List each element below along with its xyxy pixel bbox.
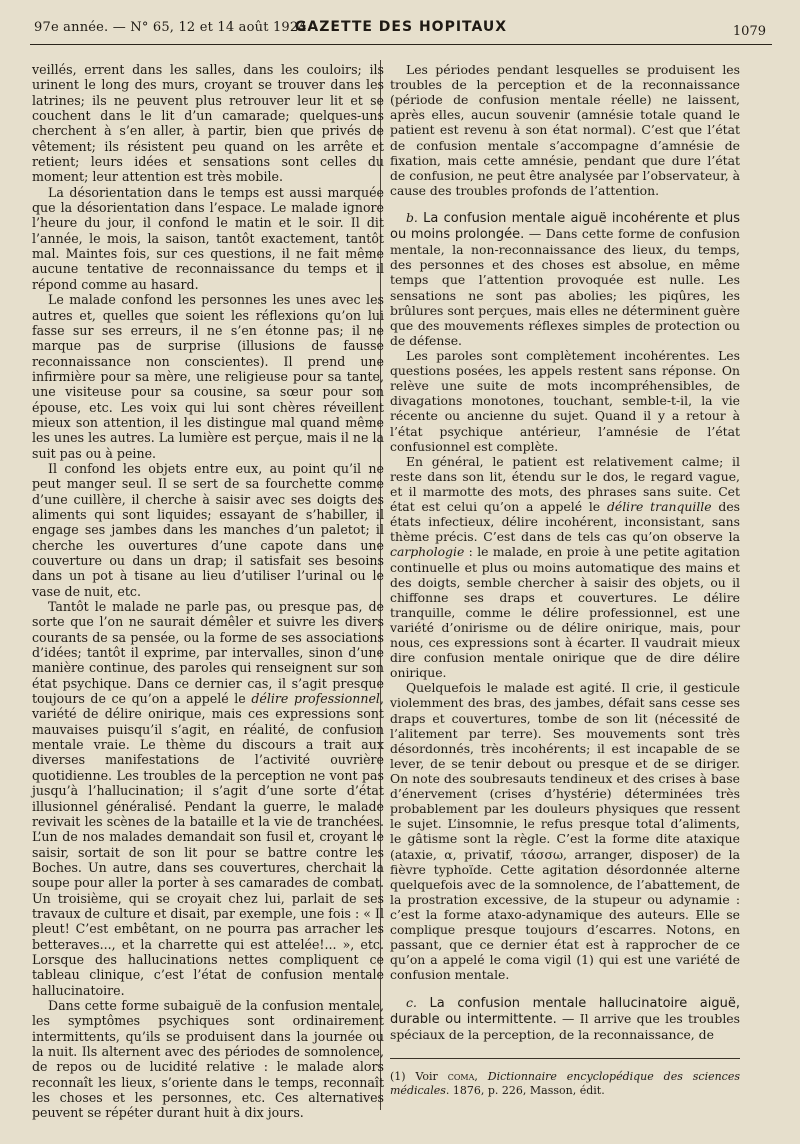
- paragraph: La désorientation dans le temps est aussi marquée que la désorientation dans l’espace. Le malade ignore l’heure du jour, il confond le matin et le soir. Il dit l’année, le mois, la saison, tantôt exactement, tantôt mal. Maintes fois, sur ces questions, il ne fait même aucune tentative de reconnaissance du temps et il répond comme au hasard.: [32, 184, 384, 292]
- page-header: [30, 16, 772, 45]
- section-heading: La confusion mentale aiguë incohérente et plus ou moins prolongée.: [390, 210, 740, 243]
- text-run: . 1876, p. 226, Masson, édit.: [445, 1084, 605, 1097]
- italic-term: délire professionnel: [251, 691, 380, 707]
- text-run: : le malade, en proie à une petite agitation continuelle et plus ou moins automatique des mains et des doigts, semble chercher à saisir des objets, ou il chiffonne ses draps et couvertures. Le délire tranquille, comme le délire professionnel, est une variété d’onirisme ou de délire onirique, mais, pour nous, ces expressions sont à écarter. Il vaudrait mieux dire confusion mentale onirique que de dire délire onirique.: [390, 544, 740, 681]
- text-run: (1) Voir: [390, 1070, 448, 1083]
- italic-term: délire tranquille: [606, 499, 712, 515]
- section-b: [390, 210, 740, 348]
- paragraph: Le malade confond les personnes les unes avec les autres et, quelles que soient les réflexions qu’on lui fasse sur ses erreurs, il ne s’en étonne pas; il ne marque pas de surprise (illusions de fausse reconnaissance non conscientes). Il prend une infirmière pour sa mère, une religieuse pour sa tante, une visiteuse pour sa cousine, sa sœur pour son épouse, etc. Les voix qui lui sont chères réveillent mieux son attention, il les distingue mal quand même les unes les autres. La lumière est perçue, mais il ne la suit pas ou à peine.: [32, 292, 384, 461]
- paragraph: Quelquefois le malade est agité. Il crie, il gesticule violemment des bras, des jambes, défait sans cesse ses draps et couvertures, tombe de son lit (nécessité de l’alitement par terre). Ses mouvements sont très désordonnés, très incohérents; il est incapable de se lever, de se tenir debout ou presque et de se diriger. On note des soubresauts tendineux et des crises à base d’énervement (crises d’hystérie) déterminées très probablement par les douleurs physiques que ressent le sujet. L’insomnie, le refus presque total d’aliments, le gâtisme sont la règle. C’est la forme dite ataxique (ataxie, α, privatif, τάσσω, arranger, disposer) de la fièvre typhoïde. Cette agitation désordonnée alterne quelquefois avec de la somnolence, de l’abattement, de la prostration excessive, de la stupeur ou adynamie : c’est la forme ataxo-adynamique des auteurs. Elle se complique presque toujours d’escarres. Notons, en passant, que ce dernier état est à rapprocher de ce qu’on a appelé le coma vigil (1) qui est une variété de confusion mentale.: [390, 680, 740, 983]
- section-c: [390, 995, 740, 1042]
- page-number: 1079: [732, 24, 766, 39]
- paragraph: Les paroles sont complètement incohérentes. Les questions posées, les appels restent sans réponse. On relève une suite de mots incompréhensibles, de divagations monotones, touchant, semble-t-il, la vie récente ou ancienne du sujet. Quand il y a retour à l’état psychique antérieur, l’amnésie de l’état confusionnel est complète.: [390, 347, 740, 454]
- paragraph: [390, 454, 740, 681]
- text-run: En général, le patient est relativement calme; il reste dans son lit, étendu sur le dos, le regard vague, et il marmotte des mots, des phrases sans suite. Cet état est celui qu’on a appelé le: [390, 453, 740, 515]
- issue-line: 97e année. — N° 65, 12 et 14 août 1924.: [34, 20, 312, 35]
- text-run: ,: [474, 1070, 488, 1083]
- left-column: [32, 62, 384, 1121]
- footnote-entry: coma: [447, 1070, 475, 1083]
- text-run: , variété de délire onirique, mais ces expressions sont mauvaises puisqu’il s’agit, en réalité, de confusion mentale vraie. Le thème du discours a trait aux diverses manifestations de l’activité ouvrière quotidienne. Les troubles de la perception ne vont pas jusqu’à l’hallucination; il s’agit d’une sorte d’état illusionnel généralisé. Pendant la guerre, le malade revivait les scènes de la bataille et la vie de tranchées. L’un de nos malades demandait son fusil et, croyant le saisir, sortait de son lit pour se battre contre les Boches. Un autre, dans ses couvertures, cherchait la soupe pour aller la porter à ses camarades de combat. Un troisième, qui se croyait chez lui, parlait de ses travaux de culture et disait, par exemple, une fois : « Il pleut! C’est embêtant, on ne pourra pas arracher les betteraves..., et la charrette qui est attelée!... », etc. Lorsque des hallucinations nettes compliquent ce tableau clinique, c’est l’état de confusion mentale hallucinatoire.: [32, 691, 384, 998]
- footnote-rule: [390, 1058, 740, 1059]
- paragraph: veillés, errent dans les salles, dans les couloirs; ils urinent le long des murs, croyant se trouver dans les latrines; ils ne peuvent plus retrouver leur lit et se couchent dans le lit d’un camarade; quelques-uns cherchent à s’en aller, à partir, bien que privés de vêtement; ils résistent peu quand on les arrête et retient; leurs idées et sensations sont celles du moment; leur attention est très mobile.: [32, 62, 384, 185]
- text-run: — Dans cette forme de confusion mentale, la non-reconnaissance des lieux, du temps, des personnes et des choses est absolue, en même temps que l’attention provoquée est nulle. Les sensations ne sont pas abolies; les piqûres, les brûlures sont perçues, mais elles ne déterminent guère que des mouvements réflexes simples de protection ou de défense.: [390, 226, 740, 348]
- journal-title: GAZETTE DES HOPITAUX: [294, 19, 508, 35]
- text-run: — Il arrive que les troubles spéciaux de la perception, de la reconnaissance, de: [390, 1010, 740, 1042]
- paragraph: [32, 599, 384, 998]
- footnote-title: Dictionnaire encyclopédique des sciences médicales: [390, 1070, 740, 1097]
- paragraph: Les périodes pendant lesquelles se produisent les troubles de la perception et de la reconnaissance (période de confusion mentale réelle) ne laissent, après elles, aucun souvenir (amnésie totale quand le patient est revenu à son état normal). C’est que l’état de confusion mentale s’accompagne d’amnésie de fixation, mais cette amnésie, pendant que dure l’état de confusion, ne peut être analysée par l’observateur, à cause des troubles profonds de l’attention.: [390, 62, 740, 198]
- section-letter: b.: [406, 209, 418, 225]
- right-column: [390, 62, 740, 1042]
- footnote: [390, 1070, 740, 1098]
- paragraph: Dans cette forme subaiguë de la confusion mentale, les symptômes psychiques sont ordinairement intermittents, qu’ils se produisent dans la journée ou la nuit. Ils alternent avec des périodes de somnolence, de repos ou de lucidité relative : le malade alors reconnaît les lieux, s’oriente dans le temps, reconnaît les choses et les personnes, etc. Ces alternatives peuvent se répéter durant huit à dix jours.: [32, 997, 384, 1121]
- section-letter: c.: [406, 994, 417, 1010]
- section-heading: La confusion mentale hallucinatoire aiguë, durable ou intermittente.: [390, 995, 740, 1027]
- paragraph: Il confond les objets entre eux, au point qu’il ne peut manger seul. Il se sert de sa fourchette comme d’une cuillère, il cherche à saisir avec ses doigts des aliments qui sont liquides; essayant de s’habiller, il engage ses jambes dans les manches d’un paletot; il cherche les ouvertures d’une capote dans une couverture ou dans un drap; il satisfait ses besoins dans un pot à tisane au lieu d’utiliser l’urinal ou le vase de nuit, etc.: [32, 460, 384, 599]
- text-run: des états infectieux, délire incohérent, inconsistant, sans thème précis. C’est dans de tels cas qu’on observe la: [390, 499, 741, 545]
- text-run: Tantôt le malade ne parle pas, ou presque pas, de sorte que l’on ne saurait démêler et suivre les divers courants de sa pensée, ou la forme de ses associations d’idées; tantôt il exprime, par intervalles, sinon d’une manière continue, des paroles qui renseignent sur son état psychique. Dans ce dernier cas, il s’agit presque toujours de ce qu’on a appelé le: [32, 599, 384, 707]
- italic-term: carphologie: [390, 544, 465, 560]
